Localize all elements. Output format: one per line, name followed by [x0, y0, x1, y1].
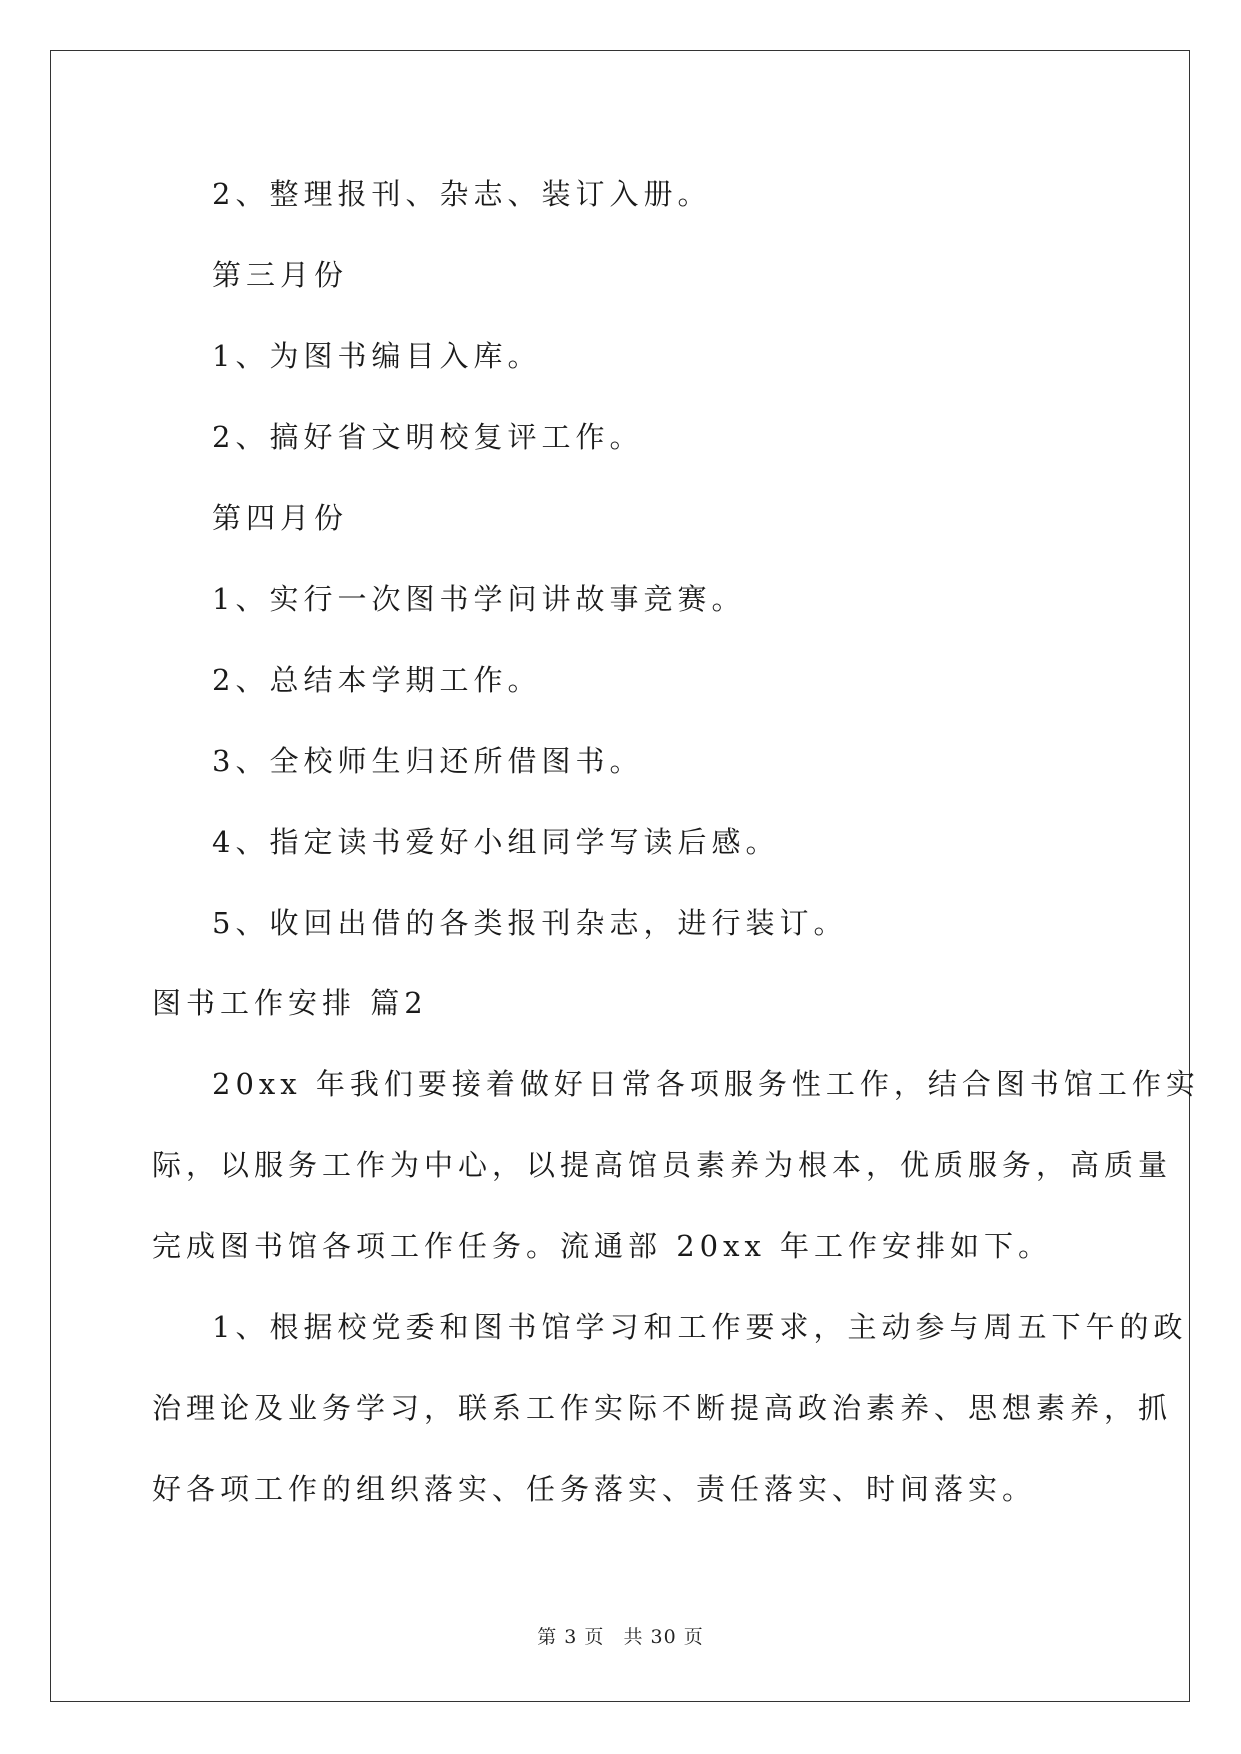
list-item: 2、整理报刊、杂志、装订入册。	[212, 177, 712, 211]
list-item: 4、指定读书爱好小组同学写读后感。	[212, 825, 780, 859]
month-heading: 第三月份	[212, 258, 349, 292]
list-item: 5、收回出借的各类报刊杂志，进行装订。	[212, 906, 848, 940]
paragraph-line: 1、根据校党委和图书馆学习和工作要求，主动参与周五下午的政	[212, 1310, 1188, 1344]
section-heading: 图书工作安排 篇2	[152, 986, 428, 1020]
paragraph-line: 完成图书馆各项工作任务。流通部 20xx 年工作安排如下。	[152, 1229, 1053, 1263]
list-item: 2、总结本学期工作。	[212, 663, 542, 697]
page-footer	[0, 1622, 1241, 1649]
paragraph-line: 20xx 年我们要接着做好日常各项服务性工作，结合图书馆工作实	[212, 1067, 1200, 1101]
page-number: 第 3 页	[537, 1626, 605, 1648]
list-item: 1、为图书编目入库。	[212, 339, 542, 373]
list-item: 1、实行一次图书学问讲故事竞赛。	[212, 582, 746, 616]
month-heading: 第四月份	[212, 501, 349, 535]
paragraph-line: 际，以服务工作为中心，以提高馆员素养为根本，优质服务，高质量	[152, 1148, 1173, 1182]
page-total: 共 30 页	[623, 1626, 704, 1648]
paragraph-line: 好各项工作的组织落实、任务落实、责任落实、时间落实。	[152, 1472, 1037, 1506]
list-item: 2、搞好省文明校复评工作。	[212, 420, 644, 454]
list-item: 3、全校师生归还所借图书。	[212, 744, 644, 778]
page-border	[50, 50, 1190, 1702]
paragraph-line: 治理论及业务学习，联系工作实际不断提高政治素养、思想素养，抓	[152, 1391, 1173, 1425]
